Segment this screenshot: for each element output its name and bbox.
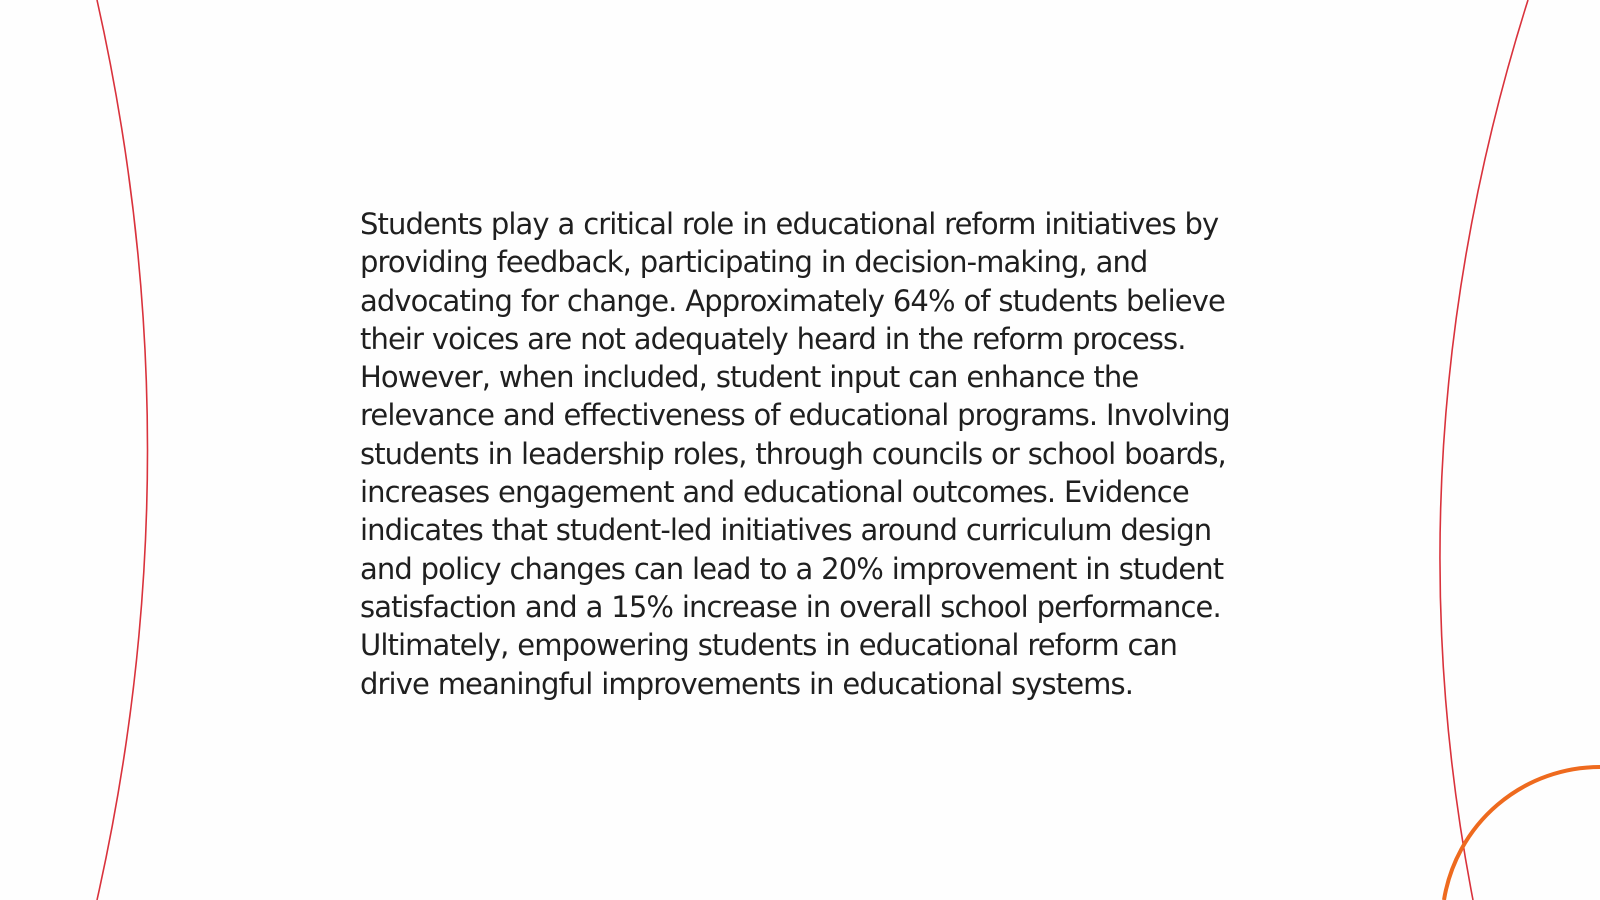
left-arc-line (97, 0, 148, 900)
corner-circle-accent (1444, 767, 1600, 900)
right-arc-line (1440, 0, 1528, 900)
body-paragraph: Students play a critical role in educational reform initiatives by providing feedback, participating in decision-making, and advocating for change. Approximately 64% of students believe their voices are not adequately heard in the reform process. However, when included, student input can enhance the relevance and effectiveness of educational programs. Involving students in leadership roles, through councils or school boards, increases engagement and educational outcomes. Evidence indicates that student-led initiatives around curriculum design and policy changes can lead to a 20% improvement in student satisfaction and a 15% increase in overall school performance. Ultimately, empowering students in educational reform can drive meaningful improvements in educational systems. (360, 207, 1230, 701)
